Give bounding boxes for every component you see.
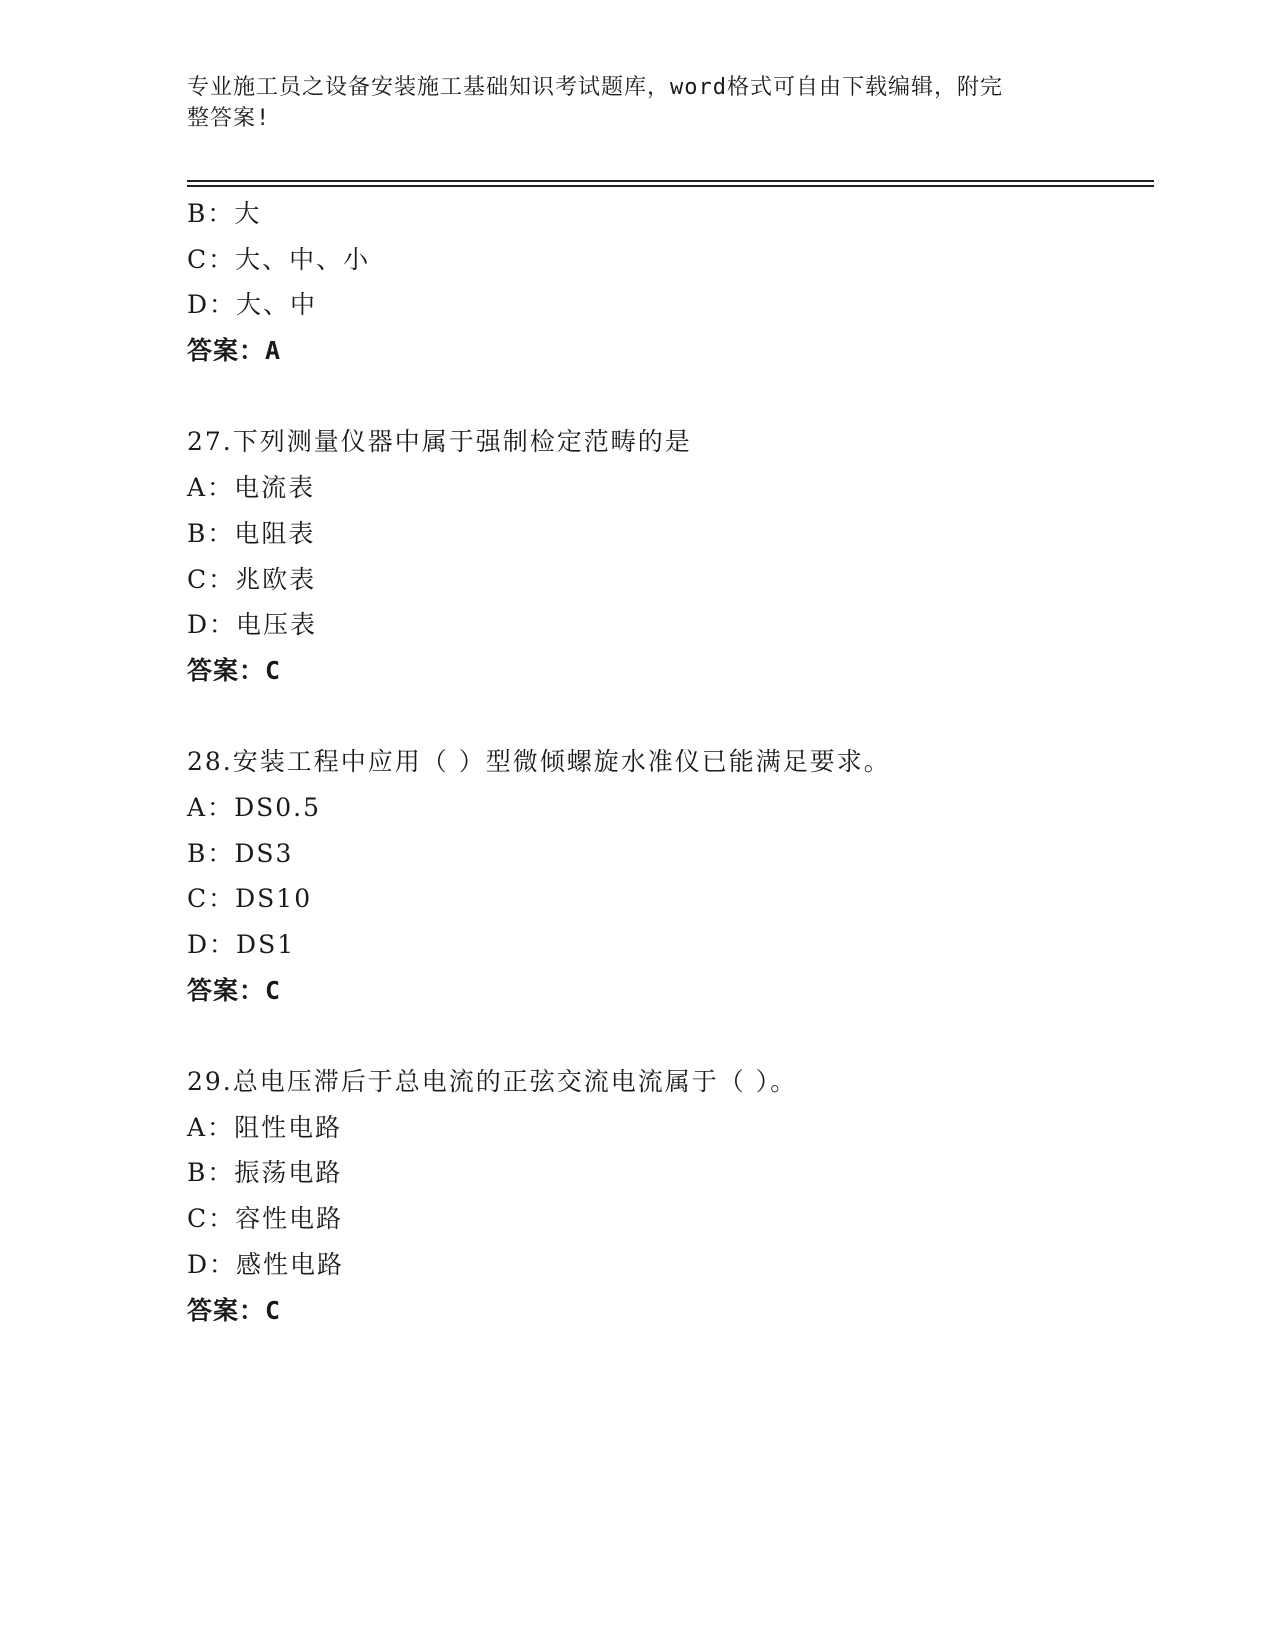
option-d: D：电压表 — [187, 610, 318, 640]
option-c: C：容性电路 — [187, 1204, 344, 1234]
option-c: C：DS10 — [187, 884, 313, 914]
document-header — [187, 72, 1067, 134]
question-title: 27.下列测量仪器中属于强制检定范畴的是 — [187, 427, 692, 457]
question-28 — [187, 739, 1147, 1013]
question-27 — [187, 419, 1147, 693]
option-c: C：兆欧表 — [187, 564, 317, 594]
answer-line: 答案：C — [187, 1295, 282, 1325]
question-list — [187, 191, 1147, 1333]
option-a: A：阻性电路 — [187, 1112, 343, 1142]
header-line-1: 专业施工员之设备安装施工基础知识考试题库，word格式可自由下载编辑，附完 — [187, 75, 1003, 100]
question-partial — [187, 191, 1147, 374]
option-b: B：振荡电路 — [187, 1158, 343, 1188]
header-line-2: 整答案! — [187, 106, 271, 131]
answer-line: 答案：C — [187, 975, 282, 1005]
option-d: D：大、中 — [187, 290, 318, 320]
header-divider-top — [187, 180, 1154, 182]
answer-line: 答案：A — [187, 336, 282, 366]
option-d: D：感性电路 — [187, 1249, 345, 1279]
question-29 — [187, 1059, 1147, 1333]
question-title: 28.安装工程中应用（ ）型微倾螺旋水准仪已能满足要求。 — [187, 747, 891, 777]
answer-line: 答案：C — [187, 655, 282, 685]
option-c: C：大、中、小 — [187, 244, 371, 274]
option-b: B：大 — [187, 199, 262, 228]
header-divider-bottom — [187, 185, 1154, 187]
question-title: 29.总电压滞后于总电流的正弦交流电流属于（ ）。 — [187, 1067, 798, 1097]
option-d: D：DS1 — [187, 930, 296, 959]
option-a: A：电流表 — [187, 473, 316, 503]
option-b: B：电阻表 — [187, 518, 316, 548]
option-a: A：DS0.5 — [187, 792, 321, 822]
option-b: B：DS3 — [187, 838, 294, 868]
